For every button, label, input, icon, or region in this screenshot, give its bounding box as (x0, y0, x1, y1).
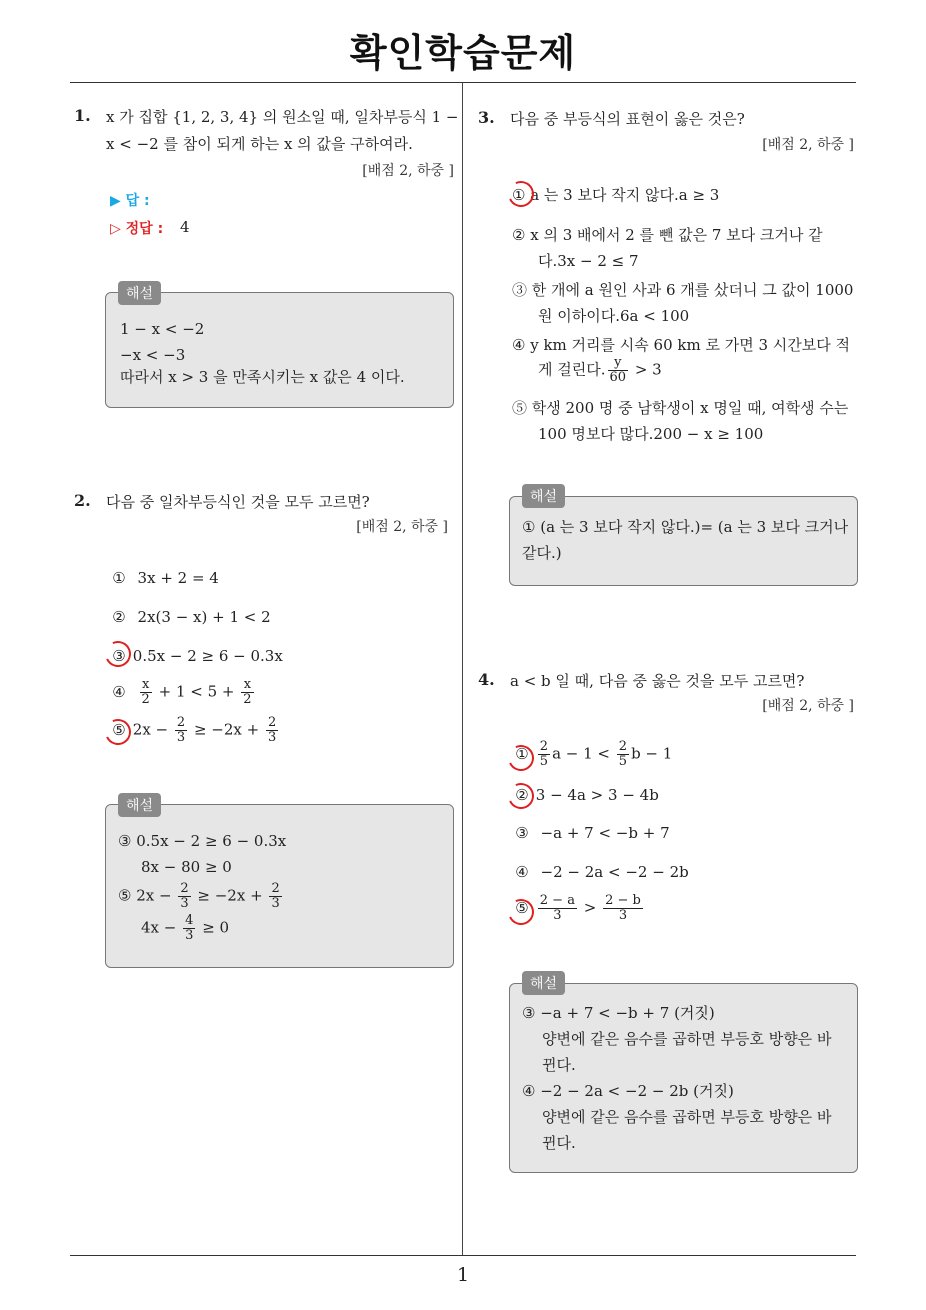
q2-solution-line: ⑤ 2x − $\frac{2}{3}$ ≥ −2x + $\frac{2}{3}$ (118, 881, 280, 911)
q4-solution-line: ③ −a + 7 < −b + 7 (거짓) (522, 1004, 715, 1022)
q3-option-1[interactable]: ① a 는 3 보다 작지 않다.a ≥ 3 (512, 186, 720, 204)
q4-solution-line: 뀐다. (542, 1134, 576, 1152)
q4-number: 4. (478, 670, 495, 689)
q2-option-1[interactable]: ① 3x + 2 = 4 (112, 569, 219, 587)
q1-meta: [배점 2, 하중 ] (362, 163, 454, 179)
q2-option-4[interactable]: ④ $\frac{x}{2}$ + 1 < 5 + $\frac{x}{2}$ (112, 677, 252, 707)
q1-line1: x 가 집합 {1, 2, 3, 4} 의 원소일 때, 일차부등식 1 − (106, 108, 459, 126)
q1-line2: x < −2 를 참이 되게 하는 x 의 값을 구하여라. (106, 135, 413, 153)
q4-solution-line: 뀐다. (542, 1056, 576, 1074)
q1-solution-tag: 해설 (118, 281, 161, 305)
q1-correct-value: 4 (180, 218, 190, 236)
q3-option-5-cont: 100 명보다 많다.200 − x ≥ 100 (538, 425, 764, 443)
q3-option-3[interactable]: ③ 한 개에 a 원인 사과 6 개를 샀더니 그 값이 1000 (512, 281, 854, 299)
q2-option-5[interactable]: ⑤ 2x − $\frac{2}{3}$ ≥ −2x + $\frac{2}{3}$ (112, 715, 277, 745)
q2-number: 2. (74, 491, 91, 510)
q4-option-4[interactable]: ④ −2 − 2a < −2 − 2b (515, 863, 689, 881)
q2-solution-line: ③ 0.5x − 2 ≥ 6 − 0.3x (118, 832, 287, 850)
q3-option-2[interactable]: ② x 의 3 배에서 2 를 뺀 값은 7 보다 크거나 같 (512, 226, 823, 244)
q4-option-2[interactable]: ② 3 − 4a > 3 − 4b (515, 786, 659, 804)
q3-meta: [배점 2, 하중 ] (762, 137, 854, 153)
q1-solution-line: 1 − x < −2 (120, 320, 205, 338)
q3-number: 3. (478, 108, 495, 127)
q1-solution-line: 따라서 x > 3 을 만족시키는 x 값은 4 이다. (120, 368, 405, 386)
q2-meta: [배점 2, 하중 ] (356, 519, 448, 535)
q1-correct-label: ▷ 정답 : (110, 221, 164, 237)
q1-number: 1. (74, 106, 91, 125)
q4-option-5[interactable]: ⑤ $\frac{2 - a}{3}$ > $\frac{2 - b}{3}$ (515, 893, 641, 923)
q4-solution-tag: 해설 (522, 971, 565, 995)
page-title: 확인학습문제 (349, 31, 577, 75)
q4-option-3[interactable]: ③ −a + 7 < −b + 7 (515, 824, 670, 842)
q3-option-4-cont: 게 걸린다. $\frac{y}{60}$ > 3 (538, 355, 662, 385)
q4-solution-line: 양변에 같은 음수를 곱하면 부등호 방향은 바 (542, 1108, 832, 1126)
q1-answer-label: ▶ 답 : (110, 193, 150, 209)
q1-solution-line: −x < −3 (120, 346, 186, 364)
q4-meta: [배점 2, 하중 ] (762, 698, 854, 714)
q2-solution-tag: 해설 (118, 793, 161, 817)
top-divider (70, 82, 856, 83)
q2-solution-line: 8x − 80 ≥ 0 (141, 858, 232, 876)
q4-option-1[interactable]: ① $\frac{2}{5}$ a − 1 < $\frac{2}{5}$ b − 1 (515, 739, 673, 769)
q2-text: 다음 중 일차부등식인 것을 모두 고르면? (106, 493, 370, 511)
q3-solution-line: 같다.) (522, 544, 562, 562)
q3-option-5[interactable]: ⑤ 학생 200 명 중 남학생이 x 명일 때, 여학생 수는 (512, 399, 849, 417)
q3-option-3-cont: 원 이하이다.6a < 100 (538, 307, 690, 325)
q4-solution-line: 양변에 같은 음수를 곱하면 부등호 방향은 바 (542, 1030, 832, 1048)
bottom-divider (70, 1255, 856, 1256)
page-number: 1 (456, 1264, 470, 1286)
q4-solution-line: ④ −2 − 2a < −2 − 2b (거짓) (522, 1082, 734, 1100)
q3-solution-tag: 해설 (522, 484, 565, 508)
q3-text: 다음 중 부등식의 표현이 옳은 것은? (510, 110, 745, 128)
q2-solution-line: 4x − $\frac{4}{3}$ ≥ 0 (141, 913, 230, 943)
q2-option-2[interactable]: ② 2x(3 − x) + 1 < 2 (112, 608, 271, 626)
q3-option-2-cont: 다.3x − 2 ≤ 7 (538, 252, 639, 270)
q2-option-3[interactable]: ③ 0.5x − 2 ≥ 6 − 0.3x (112, 647, 283, 665)
column-divider (462, 83, 463, 1255)
q3-option-4[interactable]: ④ y km 거리를 시속 60 km 로 가면 3 시간보다 적 (512, 336, 850, 354)
q3-solution-line: ① (a 는 3 보다 작지 않다.)= (a 는 3 보다 크거나 (522, 518, 849, 536)
q4-text: a < b 일 때, 다음 중 옳은 것을 모두 고르면? (510, 672, 805, 690)
